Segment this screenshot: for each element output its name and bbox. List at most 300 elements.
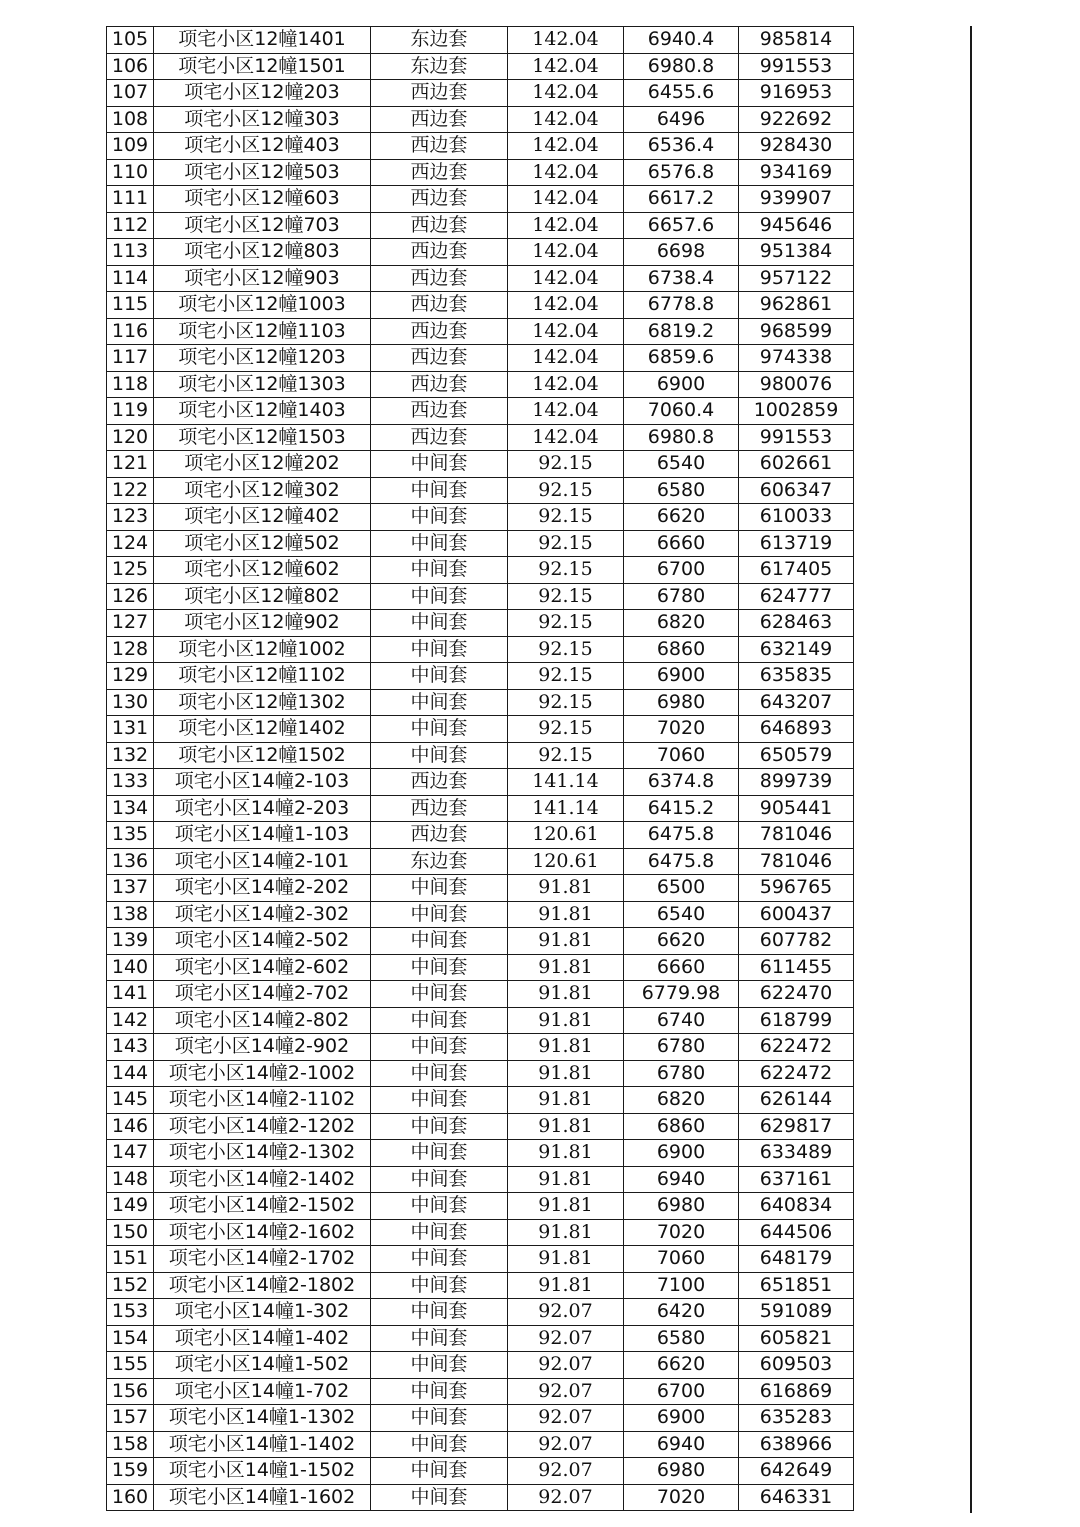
row-number-cell: 151	[107, 1246, 154, 1273]
table-row	[107, 1113, 854, 1140]
area-cell: 91.81	[508, 875, 624, 902]
total-price-cell: 905441	[739, 795, 854, 822]
unit-name-cell: 项宅小区14幢2-202	[154, 875, 371, 902]
area-cell: 92.15	[508, 742, 624, 769]
unit-name-cell: 项宅小区12幢503	[154, 159, 371, 186]
unit-name-cell: 项宅小区14幢2-203	[154, 795, 371, 822]
unit-price-cell: 6700	[624, 557, 739, 584]
row-number-cell: 127	[107, 610, 154, 637]
table-row	[107, 848, 854, 875]
unit-price-cell: 7060	[624, 742, 739, 769]
unit-price-cell: 6860	[624, 1113, 739, 1140]
unit-name-cell: 项宅小区12幢202	[154, 451, 371, 478]
unit-name-cell: 项宅小区14幢2-602	[154, 954, 371, 981]
unit-type-cell: 西边套	[371, 292, 508, 319]
row-number-cell: 111	[107, 186, 154, 213]
unit-price-cell: 6940.4	[624, 27, 739, 54]
unit-name-cell: 项宅小区14幢2-702	[154, 981, 371, 1008]
total-price-cell: 618799	[739, 1007, 854, 1034]
area-cell: 92.07	[508, 1458, 624, 1485]
row-number-cell: 117	[107, 345, 154, 372]
total-price-cell: 962861	[739, 292, 854, 319]
unit-name-cell: 项宅小区14幢1-402	[154, 1325, 371, 1352]
area-cell: 92.15	[508, 610, 624, 637]
unit-price-cell: 6374.8	[624, 769, 739, 796]
total-price-cell: 622472	[739, 1060, 854, 1087]
table-row	[107, 822, 854, 849]
unit-type-cell: 西边套	[371, 345, 508, 372]
unit-type-cell: 中间套	[371, 1378, 508, 1405]
area-cell: 142.04	[508, 53, 624, 80]
unit-type-cell: 中间套	[371, 1405, 508, 1432]
total-price-cell: 899739	[739, 769, 854, 796]
table-row	[107, 80, 854, 107]
table-row	[107, 345, 854, 372]
unit-type-cell: 中间套	[371, 1193, 508, 1220]
row-number-cell: 155	[107, 1352, 154, 1379]
unit-type-cell: 西边套	[371, 371, 508, 398]
table-row	[107, 371, 854, 398]
row-number-cell: 108	[107, 106, 154, 133]
table-row	[107, 1378, 854, 1405]
unit-type-cell: 西边套	[371, 822, 508, 849]
table-row	[107, 583, 854, 610]
unit-name-cell: 项宅小区12幢1401	[154, 27, 371, 54]
unit-name-cell: 项宅小区12幢802	[154, 583, 371, 610]
total-price-cell: 650579	[739, 742, 854, 769]
unit-type-cell: 西边套	[371, 212, 508, 239]
unit-type-cell: 中间套	[371, 954, 508, 981]
table-row	[107, 1431, 854, 1458]
unit-type-cell: 中间套	[371, 1458, 508, 1485]
unit-price-cell: 6455.6	[624, 80, 739, 107]
unit-name-cell: 项宅小区14幢2-1102	[154, 1087, 371, 1114]
unit-type-cell: 西边套	[371, 424, 508, 451]
unit-type-cell: 中间套	[371, 981, 508, 1008]
unit-price-cell: 6738.4	[624, 265, 739, 292]
table-row	[107, 212, 854, 239]
area-cell: 91.81	[508, 1140, 624, 1167]
unit-price-cell: 6700	[624, 1378, 739, 1405]
row-number-cell: 156	[107, 1378, 154, 1405]
unit-type-cell: 中间套	[371, 636, 508, 663]
unit-price-cell: 6540	[624, 901, 739, 928]
table-row	[107, 1246, 854, 1273]
total-price-cell: 600437	[739, 901, 854, 928]
unit-name-cell: 项宅小区12幢403	[154, 133, 371, 160]
area-cell: 92.15	[508, 451, 624, 478]
area-cell: 91.81	[508, 1193, 624, 1220]
total-price-cell: 916953	[739, 80, 854, 107]
unit-type-cell: 西边套	[371, 106, 508, 133]
area-cell: 142.04	[508, 212, 624, 239]
total-price-cell: 646893	[739, 716, 854, 743]
area-cell: 142.04	[508, 265, 624, 292]
unit-price-cell: 6779.98	[624, 981, 739, 1008]
unit-price-cell: 6420	[624, 1299, 739, 1326]
unit-name-cell: 项宅小区12幢203	[154, 80, 371, 107]
table-row	[107, 1166, 854, 1193]
row-number-cell: 160	[107, 1484, 154, 1511]
unit-name-cell: 项宅小区12幢1103	[154, 318, 371, 345]
total-price-cell: 646331	[739, 1484, 854, 1511]
area-cell: 142.04	[508, 318, 624, 345]
unit-price-cell: 6620	[624, 1352, 739, 1379]
unit-type-cell: 西边套	[371, 398, 508, 425]
total-price-cell: 951384	[739, 239, 854, 266]
area-cell: 142.04	[508, 80, 624, 107]
row-number-cell: 131	[107, 716, 154, 743]
table-row	[107, 663, 854, 690]
unit-price-cell: 6859.6	[624, 345, 739, 372]
row-number-cell: 109	[107, 133, 154, 160]
total-price-cell: 628463	[739, 610, 854, 637]
area-cell: 92.07	[508, 1405, 624, 1432]
unit-type-cell: 中间套	[371, 1113, 508, 1140]
unit-type-cell: 中间套	[371, 901, 508, 928]
unit-type-cell: 中间套	[371, 1060, 508, 1087]
unit-name-cell: 项宅小区14幢1-702	[154, 1378, 371, 1405]
unit-price-cell: 6900	[624, 1405, 739, 1432]
area-cell: 91.81	[508, 1219, 624, 1246]
total-price-cell: 611455	[739, 954, 854, 981]
unit-type-cell: 中间套	[371, 928, 508, 955]
unit-name-cell: 项宅小区14幢1-502	[154, 1352, 371, 1379]
table-row	[107, 133, 854, 160]
unit-type-cell: 东边套	[371, 53, 508, 80]
total-price-cell: 781046	[739, 822, 854, 849]
unit-name-cell: 项宅小区14幢2-1402	[154, 1166, 371, 1193]
table-row	[107, 901, 854, 928]
unit-type-cell: 中间套	[371, 1272, 508, 1299]
total-price-cell: 968599	[739, 318, 854, 345]
row-number-cell: 147	[107, 1140, 154, 1167]
unit-price-cell: 6580	[624, 477, 739, 504]
unit-price-cell: 6819.2	[624, 318, 739, 345]
area-cell: 142.04	[508, 239, 624, 266]
row-number-cell: 141	[107, 981, 154, 1008]
unit-price-cell: 6780	[624, 1060, 739, 1087]
table-row	[107, 875, 854, 902]
row-number-cell: 129	[107, 663, 154, 690]
unit-type-cell: 西边套	[371, 318, 508, 345]
area-cell: 91.81	[508, 1007, 624, 1034]
total-price-cell: 974338	[739, 345, 854, 372]
row-number-cell: 112	[107, 212, 154, 239]
unit-name-cell: 项宅小区12幢1403	[154, 398, 371, 425]
unit-name-cell: 项宅小区14幢1-1402	[154, 1431, 371, 1458]
unit-type-cell: 西边套	[371, 133, 508, 160]
total-price-cell: 626144	[739, 1087, 854, 1114]
unit-price-cell: 6475.8	[624, 822, 739, 849]
area-cell: 91.81	[508, 1034, 624, 1061]
unit-name-cell: 项宅小区12幢1303	[154, 371, 371, 398]
area-cell: 92.15	[508, 583, 624, 610]
row-number-cell: 113	[107, 239, 154, 266]
unit-name-cell: 项宅小区14幢2-502	[154, 928, 371, 955]
unit-price-cell: 6617.2	[624, 186, 739, 213]
unit-name-cell: 项宅小区14幢2-802	[154, 1007, 371, 1034]
unit-type-cell: 中间套	[371, 583, 508, 610]
total-price-cell: 610033	[739, 504, 854, 531]
row-number-cell: 138	[107, 901, 154, 928]
total-price-cell: 945646	[739, 212, 854, 239]
area-cell: 141.14	[508, 795, 624, 822]
table-row	[107, 1007, 854, 1034]
row-number-cell: 143	[107, 1034, 154, 1061]
area-cell: 92.15	[508, 689, 624, 716]
unit-name-cell: 项宅小区14幢1-1602	[154, 1484, 371, 1511]
unit-name-cell: 项宅小区12幢703	[154, 212, 371, 239]
table-row	[107, 1193, 854, 1220]
table-row	[107, 689, 854, 716]
unit-price-cell: 6660	[624, 530, 739, 557]
total-price-cell: 640834	[739, 1193, 854, 1220]
unit-name-cell: 项宅小区14幢2-1802	[154, 1272, 371, 1299]
total-price-cell: 980076	[739, 371, 854, 398]
row-number-cell: 107	[107, 80, 154, 107]
total-price-cell: 616869	[739, 1378, 854, 1405]
unit-name-cell: 项宅小区14幢2-1502	[154, 1193, 371, 1220]
row-number-cell: 115	[107, 292, 154, 319]
unit-type-cell: 中间套	[371, 689, 508, 716]
unit-type-cell: 西边套	[371, 186, 508, 213]
area-cell: 91.81	[508, 1246, 624, 1273]
unit-price-cell: 6940	[624, 1431, 739, 1458]
unit-type-cell: 中间套	[371, 1352, 508, 1379]
table-row	[107, 1325, 854, 1352]
area-cell: 91.81	[508, 928, 624, 955]
unit-type-cell: 中间套	[371, 1007, 508, 1034]
table-row	[107, 928, 854, 955]
total-price-cell: 637161	[739, 1166, 854, 1193]
unit-name-cell: 项宅小区14幢1-1302	[154, 1405, 371, 1432]
unit-price-cell: 7100	[624, 1272, 739, 1299]
unit-type-cell: 西边套	[371, 795, 508, 822]
unit-price-cell: 6980	[624, 1458, 739, 1485]
total-price-cell: 633489	[739, 1140, 854, 1167]
unit-type-cell: 中间套	[371, 1484, 508, 1511]
row-number-cell: 132	[107, 742, 154, 769]
unit-type-cell: 中间套	[371, 557, 508, 584]
area-cell: 120.61	[508, 822, 624, 849]
total-price-cell: 613719	[739, 530, 854, 557]
table-row	[107, 981, 854, 1008]
row-number-cell: 133	[107, 769, 154, 796]
area-cell: 120.61	[508, 848, 624, 875]
total-price-cell: 638966	[739, 1431, 854, 1458]
total-price-cell: 602661	[739, 451, 854, 478]
table-row	[107, 742, 854, 769]
row-number-cell: 126	[107, 583, 154, 610]
row-number-cell: 105	[107, 27, 154, 54]
unit-price-cell: 6657.6	[624, 212, 739, 239]
total-price-cell: 643207	[739, 689, 854, 716]
table-row	[107, 1087, 854, 1114]
unit-type-cell: 中间套	[371, 451, 508, 478]
total-price-cell: 991553	[739, 53, 854, 80]
unit-name-cell: 项宅小区12幢1203	[154, 345, 371, 372]
row-number-cell: 157	[107, 1405, 154, 1432]
unit-type-cell: 中间套	[371, 875, 508, 902]
area-cell: 91.81	[508, 1166, 624, 1193]
unit-name-cell: 项宅小区12幢303	[154, 106, 371, 133]
total-price-cell: 605821	[739, 1325, 854, 1352]
row-number-cell: 114	[107, 265, 154, 292]
total-price-cell: 629817	[739, 1113, 854, 1140]
area-cell: 92.07	[508, 1352, 624, 1379]
row-number-cell: 134	[107, 795, 154, 822]
unit-price-cell: 6980	[624, 1193, 739, 1220]
unit-price-cell: 6900	[624, 663, 739, 690]
row-number-cell: 153	[107, 1299, 154, 1326]
table-row	[107, 159, 854, 186]
table-row	[107, 795, 854, 822]
row-number-cell: 139	[107, 928, 154, 955]
unit-name-cell: 项宅小区12幢803	[154, 239, 371, 266]
unit-price-cell: 6576.8	[624, 159, 739, 186]
row-number-cell: 125	[107, 557, 154, 584]
row-number-cell: 149	[107, 1193, 154, 1220]
area-cell: 92.07	[508, 1484, 624, 1511]
unit-name-cell: 项宅小区14幢2-1002	[154, 1060, 371, 1087]
table-row	[107, 477, 854, 504]
unit-price-cell: 6740	[624, 1007, 739, 1034]
table-row	[107, 292, 854, 319]
table-row	[107, 954, 854, 981]
unit-name-cell: 项宅小区12幢603	[154, 186, 371, 213]
unit-price-cell: 6980	[624, 689, 739, 716]
row-number-cell: 116	[107, 318, 154, 345]
row-number-cell: 144	[107, 1060, 154, 1087]
area-cell: 91.81	[508, 1087, 624, 1114]
unit-name-cell: 项宅小区12幢903	[154, 265, 371, 292]
unit-price-cell: 6536.4	[624, 133, 739, 160]
unit-price-cell: 6698	[624, 239, 739, 266]
row-number-cell: 119	[107, 398, 154, 425]
row-number-cell: 118	[107, 371, 154, 398]
unit-name-cell: 项宅小区14幢2-1202	[154, 1113, 371, 1140]
unit-price-cell: 7020	[624, 716, 739, 743]
total-price-cell: 607782	[739, 928, 854, 955]
area-cell: 92.15	[508, 557, 624, 584]
table-row	[107, 557, 854, 584]
unit-price-cell: 6980.8	[624, 53, 739, 80]
unit-price-cell: 7020	[624, 1484, 739, 1511]
total-price-cell: 922692	[739, 106, 854, 133]
unit-name-cell: 项宅小区12幢902	[154, 610, 371, 637]
table-row	[107, 610, 854, 637]
unit-type-cell: 中间套	[371, 663, 508, 690]
price-list-table	[106, 26, 854, 1511]
area-cell: 91.81	[508, 954, 624, 981]
row-number-cell: 124	[107, 530, 154, 557]
row-number-cell: 106	[107, 53, 154, 80]
unit-name-cell: 项宅小区12幢1302	[154, 689, 371, 716]
area-cell: 141.14	[508, 769, 624, 796]
unit-name-cell: 项宅小区14幢2-1702	[154, 1246, 371, 1273]
row-number-cell: 140	[107, 954, 154, 981]
row-number-cell: 137	[107, 875, 154, 902]
unit-name-cell: 项宅小区12幢302	[154, 477, 371, 504]
total-price-cell: 635283	[739, 1405, 854, 1432]
unit-price-cell: 6620	[624, 928, 739, 955]
unit-type-cell: 东边套	[371, 848, 508, 875]
unit-price-cell: 6475.8	[624, 848, 739, 875]
unit-name-cell: 项宅小区14幢1-302	[154, 1299, 371, 1326]
unit-price-cell: 6780	[624, 583, 739, 610]
total-price-cell: 957122	[739, 265, 854, 292]
area-cell: 142.04	[508, 371, 624, 398]
area-cell: 142.04	[508, 27, 624, 54]
unit-name-cell: 项宅小区14幢1-103	[154, 822, 371, 849]
area-cell: 142.04	[508, 398, 624, 425]
total-price-cell: 651851	[739, 1272, 854, 1299]
row-number-cell: 121	[107, 451, 154, 478]
row-number-cell: 130	[107, 689, 154, 716]
table-row	[107, 53, 854, 80]
unit-name-cell: 项宅小区12幢1002	[154, 636, 371, 663]
total-price-cell: 1002859	[739, 398, 854, 425]
unit-price-cell: 6496	[624, 106, 739, 133]
area-cell: 92.07	[508, 1431, 624, 1458]
row-number-cell: 158	[107, 1431, 154, 1458]
row-number-cell: 159	[107, 1458, 154, 1485]
area-cell: 92.07	[508, 1378, 624, 1405]
row-number-cell: 146	[107, 1113, 154, 1140]
unit-name-cell: 项宅小区14幢2-302	[154, 901, 371, 928]
total-price-cell: 991553	[739, 424, 854, 451]
unit-price-cell: 6820	[624, 1087, 739, 1114]
row-number-cell: 120	[107, 424, 154, 451]
table-row	[107, 504, 854, 531]
area-cell: 92.15	[508, 504, 624, 531]
unit-type-cell: 东边套	[371, 27, 508, 54]
table-row	[107, 769, 854, 796]
table-row	[107, 1140, 854, 1167]
table-row	[107, 1458, 854, 1485]
area-cell: 92.07	[508, 1325, 624, 1352]
table-body	[107, 27, 854, 1511]
unit-type-cell: 西边套	[371, 80, 508, 107]
table-row	[107, 106, 854, 133]
unit-type-cell: 中间套	[371, 1166, 508, 1193]
row-number-cell: 152	[107, 1272, 154, 1299]
row-number-cell: 135	[107, 822, 154, 849]
unit-type-cell: 中间套	[371, 1034, 508, 1061]
area-cell: 92.07	[508, 1299, 624, 1326]
unit-name-cell: 项宅小区12幢1402	[154, 716, 371, 743]
unit-name-cell: 项宅小区12幢1502	[154, 742, 371, 769]
unit-price-cell: 6620	[624, 504, 739, 531]
unit-name-cell: 项宅小区12幢1102	[154, 663, 371, 690]
unit-price-cell: 6980.8	[624, 424, 739, 451]
table-row	[107, 636, 854, 663]
total-price-cell: 596765	[739, 875, 854, 902]
unit-price-cell: 6778.8	[624, 292, 739, 319]
row-number-cell: 154	[107, 1325, 154, 1352]
unit-price-cell: 6900	[624, 1140, 739, 1167]
table-row	[107, 1484, 854, 1511]
unit-name-cell: 项宅小区12幢502	[154, 530, 371, 557]
total-price-cell: 624777	[739, 583, 854, 610]
unit-type-cell: 中间套	[371, 610, 508, 637]
total-price-cell: 635835	[739, 663, 854, 690]
unit-price-cell: 6415.2	[624, 795, 739, 822]
unit-name-cell: 项宅小区14幢2-101	[154, 848, 371, 875]
unit-price-cell: 6660	[624, 954, 739, 981]
total-price-cell: 622470	[739, 981, 854, 1008]
